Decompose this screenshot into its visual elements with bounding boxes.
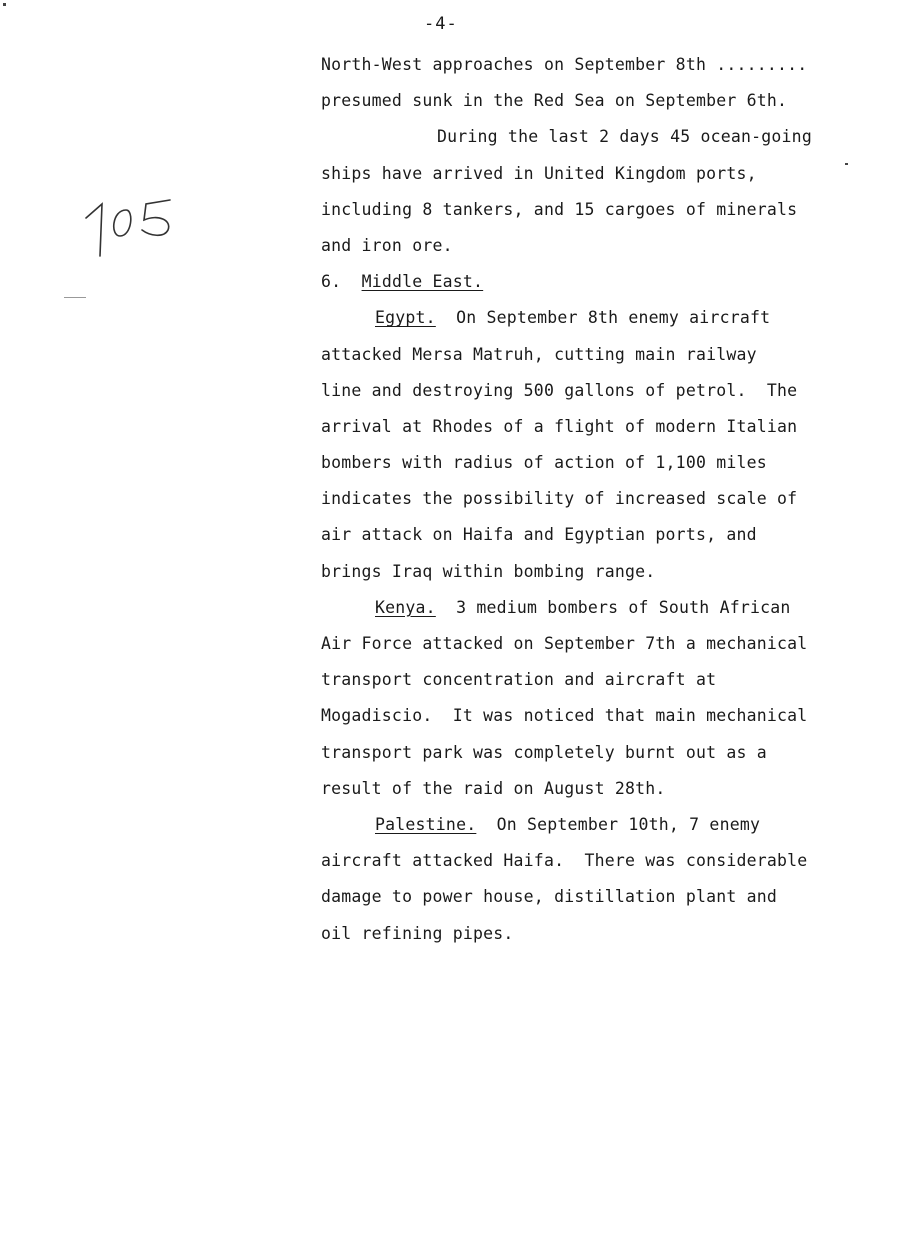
- section-number: 6.: [321, 272, 342, 292]
- palestine-first-text: On September 10th, 7 enemy: [496, 814, 761, 834]
- text-line: transport concentration and aircraft at: [321, 670, 717, 690]
- text-line: presumed sunk in the Red Sea on September 6th.: [321, 91, 788, 111]
- text-line: arrival at Rhodes of a flight of modern Italian: [321, 416, 798, 436]
- kenya-first-text: 3 medium bombers of South African: [456, 597, 791, 617]
- text-line: bombers with radius of action of 1,100 miles: [321, 453, 767, 473]
- scan-speck: [3, 3, 6, 6]
- text-line: line and destroying 500 gallons of petrol. The: [321, 380, 798, 400]
- text-line: transport park was completely burnt out as a: [321, 742, 767, 762]
- text-line: Mogadiscio. It was noticed that main mechanical: [321, 706, 808, 726]
- palestine-label: Palestine.: [375, 814, 477, 834]
- text-line: result of the raid on August 28th.: [321, 778, 666, 798]
- text-line: indicates the possibility of increased scale of: [321, 489, 798, 509]
- section-heading: [321, 264, 866, 300]
- text-line: air attack on Haifa and Egyptian ports, and: [321, 525, 757, 545]
- text-line: brings Iraq within bombing range.: [321, 561, 656, 581]
- egypt-first-text: On September 8th enemy aircraft: [456, 308, 771, 328]
- text-line: ships have arrived in United Kingdom ports,: [321, 163, 757, 183]
- page-number: -4-: [424, 14, 458, 34]
- text-line: During the last 2 days 45 ocean-going: [437, 127, 812, 147]
- handwritten-folio-graphic: [80, 196, 180, 266]
- text-line: North-West approaches on September 8th .........: [321, 55, 808, 74]
- text-line: oil refining pipes.: [321, 923, 514, 943]
- text-line: attacked Mersa Matruh, cutting main railway: [321, 344, 757, 364]
- text-line: aircraft attacked Haifa. There was considerable: [321, 851, 808, 871]
- handwritten-folio-number: [80, 196, 180, 270]
- paragraph-kenya-first-line: [321, 590, 866, 626]
- paragraph-palestine-first-line: [321, 807, 866, 843]
- paragraph-egypt-first-line: [321, 300, 866, 336]
- text-line: Air Force attacked on September 7th a mechanical: [321, 634, 808, 653]
- text-line: and iron ore.: [321, 235, 453, 255]
- text-line: damage to power house, distillation plant and: [321, 887, 778, 907]
- kenya-label: Kenya.: [375, 597, 436, 617]
- section-title: Middle East.: [361, 272, 484, 292]
- egypt-label: Egypt.: [375, 308, 436, 328]
- scan-speck: [64, 297, 86, 298]
- text-line: including 8 tankers, and 15 cargoes of minerals: [321, 199, 798, 219]
- document-body: [321, 47, 866, 952]
